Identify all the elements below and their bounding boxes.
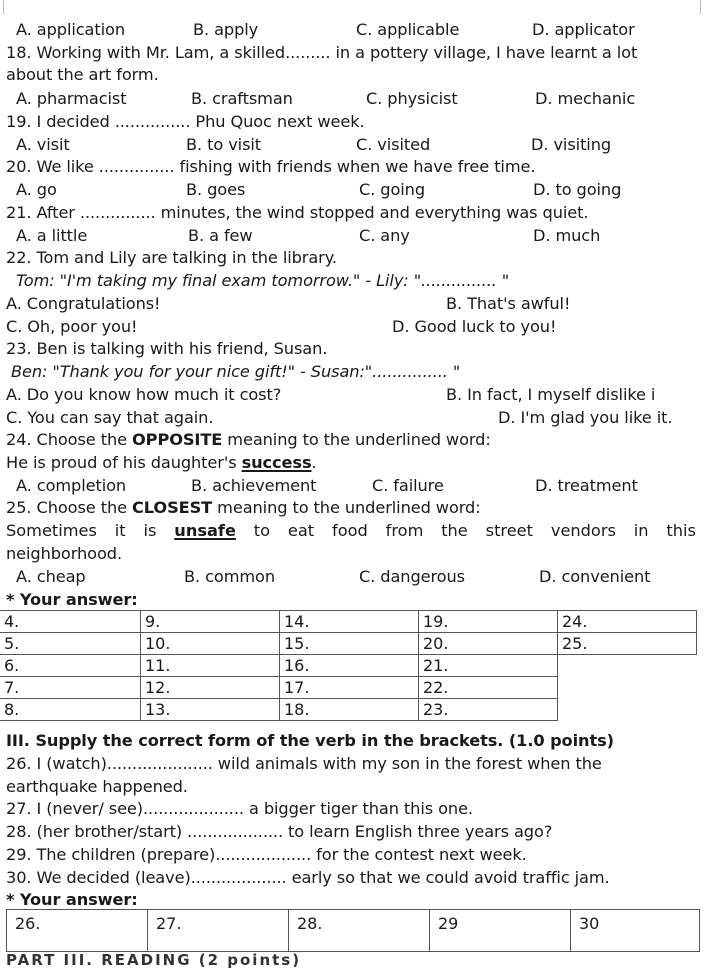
q25-option-b[interactable]: B. common <box>184 567 276 586</box>
q18-option-a[interactable]: A. pharmacist <box>16 89 127 108</box>
answer-cell[interactable]: 6. <box>0 655 141 677</box>
q24-underlined-word: success <box>241 453 312 472</box>
q20-option-b[interactable]: B. goes <box>186 180 246 199</box>
q24-option-c[interactable]: C. failure <box>372 476 444 495</box>
answer-cell[interactable]: 15. <box>280 633 419 655</box>
q25-word: street <box>485 521 533 540</box>
q25-stem-pre: 25. Choose the <box>6 498 133 517</box>
answer-cell[interactable]: 22. <box>419 677 558 699</box>
q24-option-b[interactable]: B. achievement <box>191 476 317 495</box>
page-corner-left <box>3 0 4 14</box>
q19-option-b[interactable]: B. to visit <box>186 135 262 154</box>
page-corner-right <box>700 0 701 14</box>
q22-stem: 22. Tom and Lily are talking in the library. <box>6 248 337 267</box>
answer-cell[interactable]: 17. <box>280 677 419 699</box>
q25-keyword: CLOSEST <box>132 498 213 517</box>
answer-cell[interactable]: 19. <box>419 611 558 633</box>
q25-option-d[interactable]: D. convenient <box>539 567 651 586</box>
q25-word: in <box>633 521 649 540</box>
q27: 27. I (never/ see).................... a bigger tiger than this one. <box>6 799 473 818</box>
answer-cell[interactable]: 16. <box>280 655 419 677</box>
answer-cell[interactable]: 10. <box>141 633 280 655</box>
q20-stem: 20. We like ............... fishing with friends when we have free time. <box>6 157 536 176</box>
q18-option-c[interactable]: C. physicist <box>366 89 458 108</box>
answer-cell[interactable]: 25. <box>558 633 697 655</box>
empty-cell <box>558 655 697 677</box>
q17-option-c[interactable]: C. applicable <box>356 20 460 39</box>
empty-cell <box>558 677 697 699</box>
answer-cell[interactable]: 29 <box>430 910 571 952</box>
q26-line2: earthquake happened. <box>6 777 188 796</box>
answer-cell[interactable]: 30 <box>571 910 700 952</box>
q25-word: to <box>253 521 271 540</box>
q25-word: this <box>666 521 696 540</box>
answer-cell[interactable]: 26. <box>7 910 148 952</box>
q25-word: eat <box>287 521 315 540</box>
q20-option-d[interactable]: D. to going <box>533 180 622 199</box>
answer-cell[interactable]: 20. <box>419 633 558 655</box>
q25-word: is <box>143 521 157 540</box>
empty-cell <box>558 699 697 721</box>
q25-word: vendors <box>550 521 616 540</box>
answer-cell[interactable]: 24. <box>558 611 697 633</box>
q21-option-a[interactable]: A. a little <box>16 226 88 245</box>
q21-option-d[interactable]: D. much <box>533 226 601 245</box>
next-section-heading-cut: PART III. READING (2 points) <box>6 951 302 969</box>
answer-cell[interactable]: 7. <box>0 677 141 699</box>
q22-option-b[interactable]: B. That's awful! <box>446 294 571 313</box>
q22-option-a[interactable]: A. Congratulations! <box>6 294 161 313</box>
q24-keyword: OPPOSITE <box>132 430 223 449</box>
q24-option-d[interactable]: D. treatment <box>535 476 638 495</box>
q18-stem-line1: 18. Working with Mr. Lam, a skilled......... in a pottery village, I have learnt a lot <box>6 43 638 62</box>
q25-word: the <box>441 521 468 540</box>
q19-stem: 19. I decided ............... Phu Quoc next week. <box>6 112 365 131</box>
q24-sentence-pre: He is proud of his daughter's <box>6 453 242 472</box>
q25-option-c[interactable]: C. dangerous <box>359 567 465 586</box>
answer-grid-1 <box>0 610 697 721</box>
q20-option-a[interactable]: A. go <box>16 180 57 199</box>
answer-grid-2 <box>6 909 700 952</box>
answer-label-1: * Your answer: <box>6 590 138 609</box>
answer-cell[interactable]: 12. <box>141 677 280 699</box>
q23-stem: 23. Ben is talking with his friend, Susan. <box>6 339 328 358</box>
section3-title: III. Supply the correct form of the verb in the brackets. (1.0 points) <box>6 731 614 750</box>
q25-stem <box>6 497 481 519</box>
q25-word: food <box>332 521 368 540</box>
q23-option-a[interactable]: A. Do you know how much it cost? <box>6 385 282 404</box>
answer-row <box>0 633 697 655</box>
q29: 29. The children (prepare)................... for the contest next week. <box>6 845 527 864</box>
q24-sentence-post: . <box>311 453 317 472</box>
answer-row <box>0 611 697 633</box>
answer-cell[interactable]: 5. <box>0 633 141 655</box>
answer-cell[interactable]: 11. <box>141 655 280 677</box>
q23-option-d[interactable]: D. I'm glad you like it. <box>498 408 673 427</box>
q24-sentence <box>6 452 317 474</box>
q25-word: from <box>385 521 424 540</box>
q19-option-c[interactable]: C. visited <box>356 135 431 154</box>
q28: 28. (her brother/start) ................... to learn English three years ago? <box>6 822 553 841</box>
q23-option-b[interactable]: B. In fact, I myself dislike i <box>446 385 656 404</box>
q22-option-c[interactable]: C. Oh, poor you! <box>6 317 138 336</box>
q17-option-b[interactable]: B. apply <box>193 20 259 39</box>
q26-line1: 26. I (watch)..................... wild animals with my son in the forest when the <box>6 754 602 773</box>
q22-option-d[interactable]: D. Good luck to you! <box>392 317 557 336</box>
answer-cell[interactable]: 23. <box>419 699 558 721</box>
q21-option-c[interactable]: C. any <box>359 226 410 245</box>
q17-option-d[interactable]: D. applicator <box>532 20 635 39</box>
q24-option-a[interactable]: A. completion <box>16 476 127 495</box>
q25-stem-post: meaning to the underlined word: <box>212 498 481 517</box>
answer-cell[interactable]: 27. <box>148 910 289 952</box>
q25-word: it <box>114 521 126 540</box>
answer-label-2: * Your answer: <box>6 890 138 909</box>
q23-option-c[interactable]: C. You can say that again. <box>6 408 214 427</box>
answer-cell[interactable]: 13. <box>141 699 280 721</box>
q25-sentence-line2: neighborhood. <box>6 544 122 563</box>
answer-cell[interactable]: 9. <box>141 611 280 633</box>
q19-option-d[interactable]: D. visiting <box>531 135 612 154</box>
answer-cell[interactable]: 4. <box>0 611 141 633</box>
q24-stem-pre: 24. Choose the <box>6 430 133 449</box>
q25-underlined-word: unsafe <box>174 521 236 540</box>
q18-stem-line2: about the art form. <box>6 65 159 84</box>
q25-word: Sometimes <box>6 521 97 540</box>
answer-cell[interactable]: 14. <box>280 611 419 633</box>
answer-cell[interactable]: 21. <box>419 655 558 677</box>
answer-row <box>0 699 697 721</box>
q17-option-a[interactable]: A. application <box>16 20 125 39</box>
q18-option-b[interactable]: B. craftsman <box>191 89 293 108</box>
q18-option-d[interactable]: D. mechanic <box>535 89 636 108</box>
q24-stem <box>6 429 491 451</box>
q20-option-c[interactable]: C. going <box>359 180 426 199</box>
q25-option-a[interactable]: A. cheap <box>16 567 86 586</box>
answer-row <box>0 677 697 699</box>
answer-cell[interactable]: 28. <box>289 910 430 952</box>
q22-dialogue: Tom: "I'm taking my final exam tomorrow." - Lily: "............... " <box>16 271 510 290</box>
q25-sentence-line1 <box>6 520 696 542</box>
answer-cell[interactable]: 8. <box>0 699 141 721</box>
answer-row <box>0 655 697 677</box>
q24-stem-post: meaning to the underlined word: <box>222 430 491 449</box>
q21-stem: 21. After ............... minutes, the wind stopped and everything was quiet. <box>6 203 589 222</box>
answer-cell[interactable]: 18. <box>280 699 419 721</box>
answer-row <box>7 910 700 952</box>
q23-dialogue: Ben: "Thank you for your nice gift!" - Susan:"............... " <box>11 362 461 381</box>
q21-option-b[interactable]: B. a few <box>188 226 253 245</box>
q19-option-a[interactable]: A. visit <box>16 135 70 154</box>
q30: 30. We decided (leave)................... early so that we could avoid traffic jam. <box>6 868 610 887</box>
